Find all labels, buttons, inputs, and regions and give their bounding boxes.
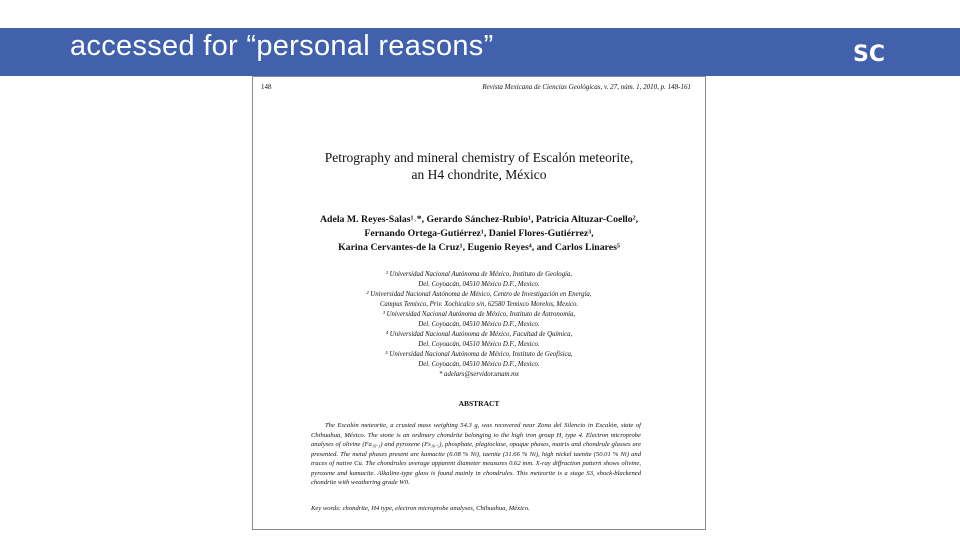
sc-logo (853, 39, 889, 65)
affiliation-line: Del. Coyoacán, 04510 México D.F., Mexico. (418, 341, 540, 348)
affiliation-line: ¹ Universidad Nacional Autónoma de México, Instituto de Geología, (385, 271, 573, 278)
journal-citation: Revista Mexicana de Ciencias Geológicas, v. 27, núm. 1, 2010, p. 148-161 (482, 83, 691, 91)
affiliation-line: Del. Coyoacán, 04510 México D.F., Mexico. (418, 321, 540, 328)
corresponding-email: * adelars@servidor.unam.mx (438, 371, 520, 378)
affiliation-line: Del. Coyoacán, 04510 México D.F., Mexico. (418, 281, 540, 288)
affiliation-line: Campus Temixco, Priv. Xochicalco s/n, 62580 Temixco Morelos, Mexico. (379, 301, 579, 308)
keywords: Key words: chondrite, H4 type, electron microprobe analyses, Chihuahua, México. (311, 505, 530, 512)
abstract-heading: ABSTRACT (458, 399, 500, 408)
paper-title-line-1: Petrography and mineral chemistry of Escalón meteorite, (324, 150, 634, 165)
affiliation-line: ² Universidad Nacional Autónoma de México, Centro de Investigación en Energía, (366, 291, 592, 298)
affiliation-line: ⁵ Universidad Nacional Autónoma de México, Instituto de Geofísica, (385, 351, 573, 358)
paper-image (252, 76, 706, 530)
author-line-2: Fernando Ortega-Gutiérrez¹, Daniel Flores-Gutiérrez³, (364, 228, 594, 239)
affiliation-line: ³ Universidad Nacional Autónoma de México, Instituto de Astronomía, (382, 311, 576, 318)
paper-title-line-2: an H4 chondrite, México (411, 167, 547, 182)
affiliation-line: Del. Coyoacán, 04510 México D.F., Mexico. (418, 361, 540, 368)
abstract-text: The Escalón meteorite, a crusted mass weighing 54.3 g, was recovered near Zona del Silencio in Escalón, state of Chihuahua, México. The stone is an ordinary chondrite belonging to the high iron group H, type 4. Electron microprobe analyses of olivine (Fa₁₉.₁) and pyroxene (Fs₁₆.₅), phosphate, plagioclase, opaque phases, matrix and chondrule glasses are presented. The metal phases present are kamacite (6.08 % Ni), taenite (31.66 % Ni), high nickel taenite (50.01 % Ni) and traces of native Cu. The chondrules average apparent diameter measures 0.62 mm. X-ray diffraction pattern shows olivine, pyroxene and kamacite. Alkaline-type glass is found mainly in chondrules. This meteorite is a stage S3, shock-blackened chondrite with weathering grade W0. (311, 422, 641, 486)
slide-top-margin (0, 0, 960, 28)
sc-logo-text: SC (853, 42, 885, 65)
author-line-3: Karina Cervantes-de la Cruz¹, Eugenio Reyes⁴, and Carlos Linares⁵ (338, 242, 620, 253)
slide-title: accessed for “personal reasons” (70, 30, 494, 62)
author-line-1: Adela M. Reyes-Salas¹˒*, Gerardo Sánchez-Rubio¹, Patricia Altuzar-Coello², (319, 214, 639, 225)
affiliation-line: ⁴ Universidad Nacional Autónoma de México, Facultad de Química, (385, 331, 573, 338)
page-number: 148 (261, 83, 272, 91)
